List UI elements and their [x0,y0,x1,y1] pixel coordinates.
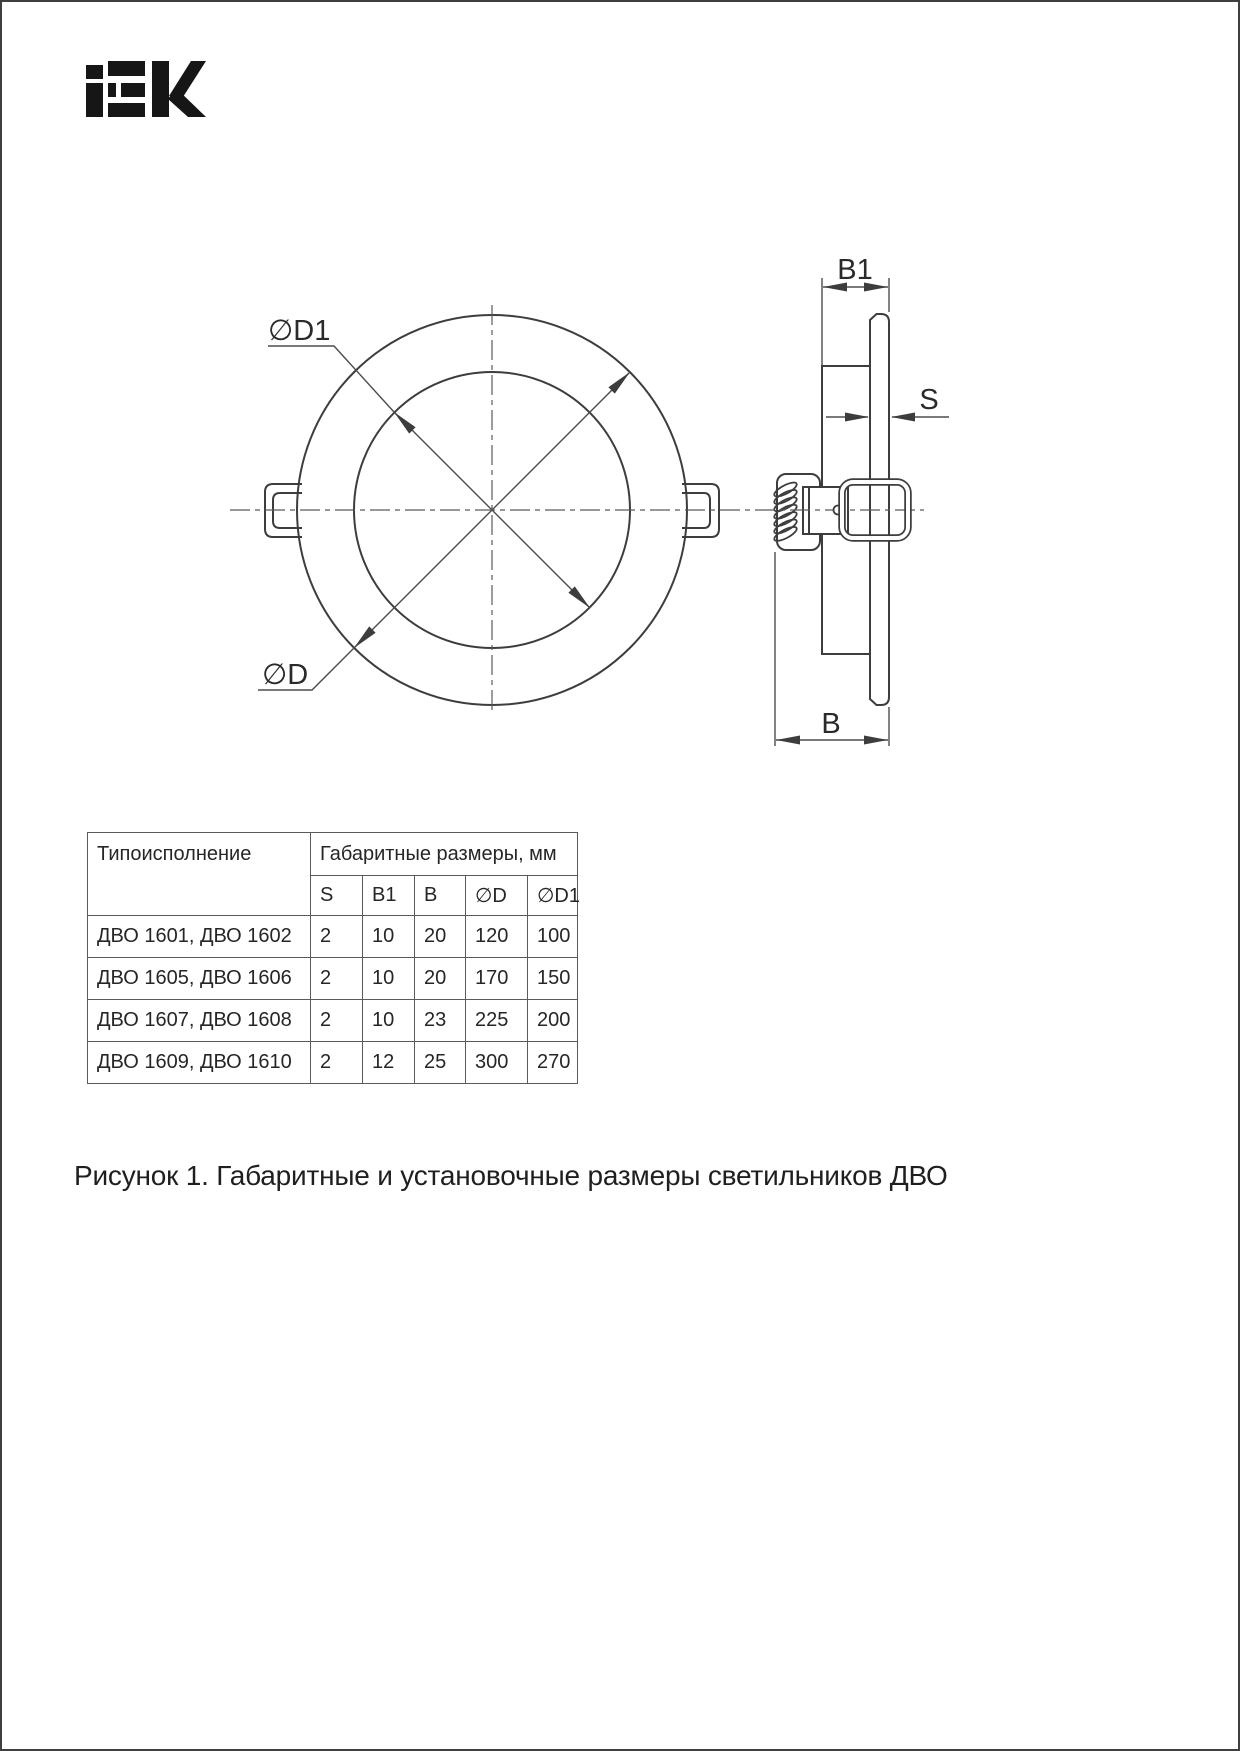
cell-d1: 150 [528,958,578,1000]
header-d: ∅D [466,876,528,916]
cell-type: ДВО 1605, ДВО 1606 [88,958,311,1000]
cell-type: ДВО 1601, ДВО 1602 [88,916,311,958]
header-type: Типоисполнение [88,833,311,916]
header-b: B [415,876,466,916]
cell-s: 2 [311,1000,363,1042]
table-row [88,958,578,1000]
label-b: B [821,708,841,740]
table-header-row-1 [88,833,578,876]
cell-b1: 12 [363,1042,415,1084]
cell-b1: 10 [363,916,415,958]
cell-b: 25 [415,1042,466,1084]
label-diameter-d: ∅D [262,659,309,691]
cell-b1: 10 [363,958,415,1000]
cell-s: 2 [311,1042,363,1084]
table-row [88,1042,578,1084]
figure-caption: Рисунок 1. Габаритные и установочные размеры светильников ДВО [74,1160,948,1191]
cell-s: 2 [311,958,363,1000]
cell-d: 120 [466,916,528,958]
label-s: S [919,384,939,416]
header-dimensions-group: Габаритные размеры, мм [311,833,578,876]
label-b1: B1 [837,254,873,286]
cell-d: 300 [466,1042,528,1084]
cell-b1: 10 [363,1000,415,1042]
header-b1: B1 [363,876,415,916]
cell-d: 225 [466,1000,528,1042]
header-d1: ∅D1 [528,876,578,916]
dimensions-table [87,832,578,1084]
table-row [88,1000,578,1042]
cell-b: 20 [415,916,466,958]
cell-s: 2 [311,916,363,958]
cell-type: ДВО 1607, ДВО 1608 [88,1000,311,1042]
side-dimensions [775,278,949,746]
header-s: S [311,876,363,916]
cell-d: 170 [466,958,528,1000]
centerlines [230,305,924,714]
cell-d1: 100 [528,916,578,958]
cell-d1: 270 [528,1042,578,1084]
table-row [88,916,578,958]
cell-d1: 200 [528,1000,578,1042]
cell-type: ДВО 1609, ДВО 1610 [88,1042,311,1084]
cell-b: 23 [415,1000,466,1042]
label-diameter-d1: ∅D1 [268,315,331,347]
cell-b: 20 [415,958,466,1000]
